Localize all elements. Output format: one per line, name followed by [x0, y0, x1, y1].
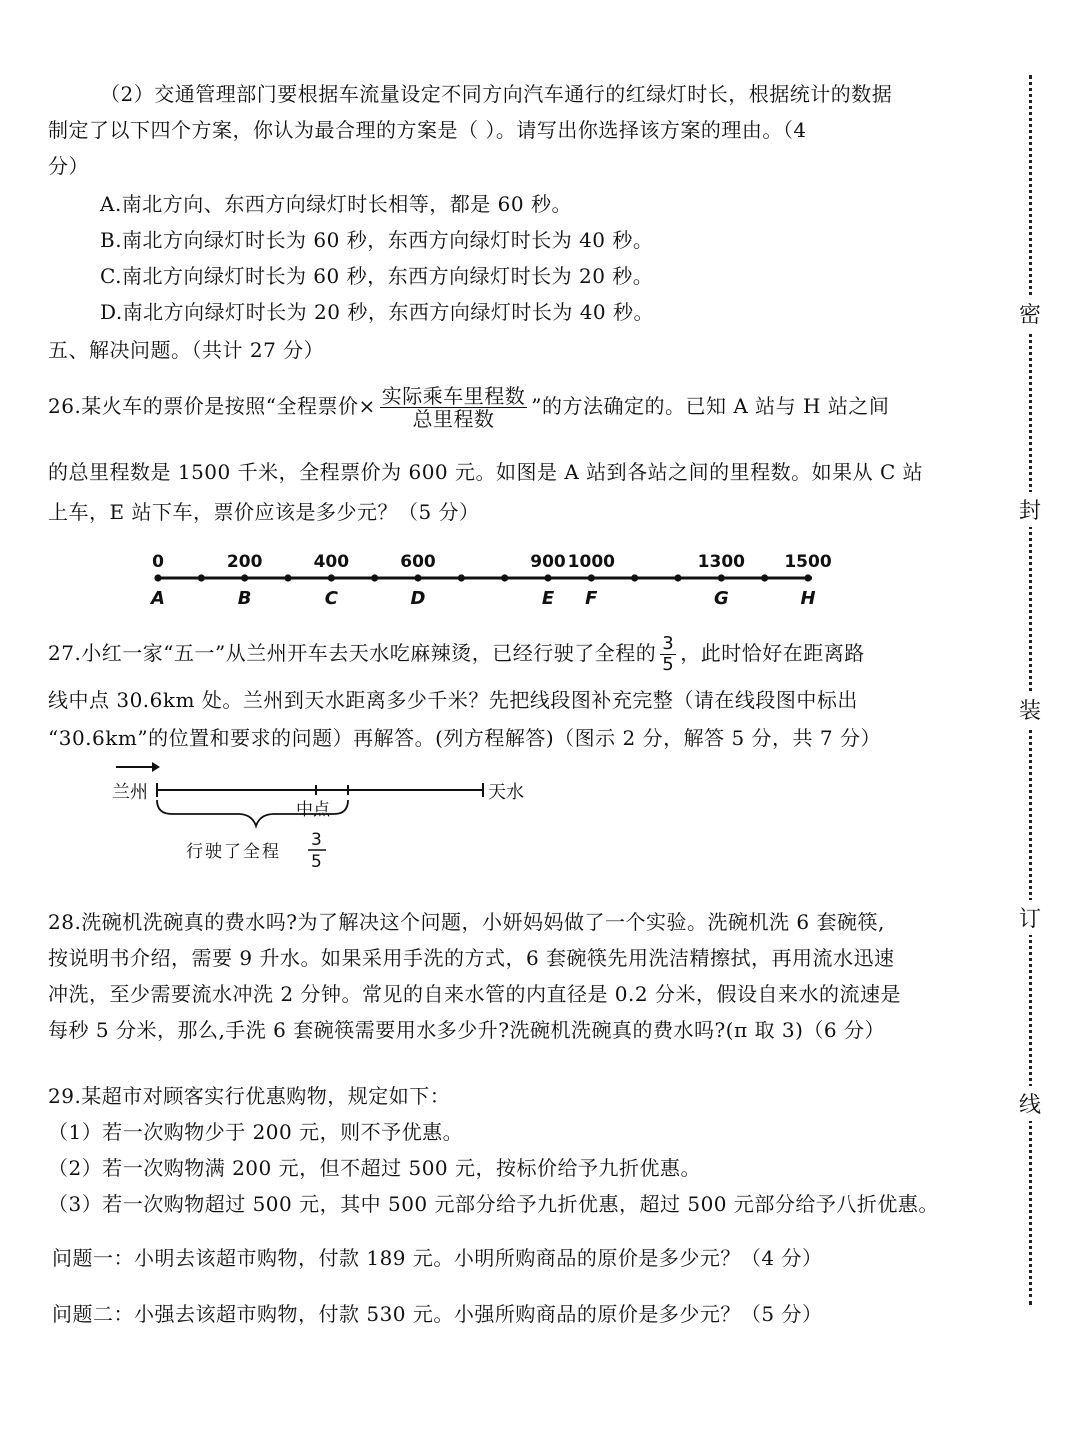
binding-char-mi: 密	[1019, 296, 1041, 331]
distance-label: 1300	[697, 552, 745, 572]
number-line-stations	[149, 588, 816, 609]
brace-frac-num: 3	[311, 830, 322, 850]
number-line-dot	[501, 574, 508, 581]
q25-2-line2: 制定了以下四个方案，你认为最合理的方案是（ ）。请写出你选择该方案的理由。（4	[48, 118, 807, 142]
distance-label: 1000	[567, 552, 615, 572]
station-label: E	[541, 588, 555, 609]
number-line-distances	[152, 552, 832, 572]
distance-label: 0	[152, 552, 164, 572]
q26-frac-num: 实际乘车里程数	[381, 384, 526, 408]
q26-line3: 上车，E 站下车，票价应该是多少元？（5 分）	[48, 500, 480, 524]
number-line-dot	[284, 574, 291, 581]
q27-fraction	[660, 634, 676, 675]
number-line-dot	[328, 574, 335, 581]
q26-post: ”的方法确定的。已知 A 站与 H 站之间	[531, 394, 890, 418]
q27-post: ，此时恰好在距离路	[680, 641, 865, 665]
number-line-dot	[674, 574, 681, 581]
q29-rule-2: （2）若一次购物满 200 元，但不超过 500 元，按标价给予九折优惠。	[48, 1156, 702, 1180]
q26-line2: 的总里程数是 1500 千米，全程票价为 600 元。如图是 A 站到各站之间的里程数。如果从 C 站	[48, 460, 924, 484]
number-line-dot	[371, 574, 378, 581]
distance-label: 900	[530, 552, 566, 572]
number-line-dot	[718, 574, 725, 581]
station-label: H	[800, 588, 816, 609]
q26-fraction	[380, 385, 528, 430]
binding-char-xian: 线	[1019, 1086, 1041, 1121]
q28-line4: 每秒 5 分米，那么,手洗 6 套碗筷需要用水多少升?洗碗机洗碗真的费水吗?(π 取 3)（6 分）	[48, 1018, 885, 1042]
q27-line3: “30.6km”的位置和要求的问题）再解答。(列方程解答)（图示 2 分，解答 5 分，共 7 分）	[48, 726, 881, 750]
station-label: C	[324, 588, 338, 609]
q26-frac-den: 总里程数	[412, 407, 495, 431]
q25-2-line1: （2）交通管理部门要根据车流量设定不同方向汽车通行的红绿灯时长，根据统计的数据	[100, 82, 893, 106]
binding-char-zhuang: 装	[1019, 692, 1041, 727]
q25-2-line3: 分）	[48, 154, 89, 178]
number-line-dot	[198, 574, 205, 581]
station-label: D	[410, 588, 426, 609]
number-line-dot	[154, 574, 161, 581]
distance-label: 200	[226, 552, 263, 572]
number-line-dot	[458, 574, 465, 581]
start-label: 兰州	[112, 782, 148, 803]
q25-option-a: A.南北方向、东西方向绿灯时长相等，都是 60 秒。	[100, 192, 572, 216]
q28-line3: 冲洗，至少需要流水冲洗 2 分钟。常见的自来水管的内直径是 0.2 分米，假设自来水的流速是	[48, 982, 901, 1006]
q29-intro: 29.某超市对顾客实行优惠购物，规定如下：	[48, 1084, 451, 1108]
q26-pre: 26.某火车的票价是按照“全程票价×	[48, 394, 376, 418]
section-title: 五、解决问题。（共计 27 分）	[48, 338, 325, 362]
q27-segment-diagram	[100, 760, 540, 880]
q27-frac-den: 5	[662, 654, 675, 675]
q27-line2: 线中点 30.6km 处。兰州到天水距离多少千米？先把线段图补充完整（请在线段图中标出	[48, 688, 858, 712]
brace-label: 行驶了全程	[186, 842, 281, 862]
number-line-dot	[544, 574, 551, 581]
q28-line2: 按说明书介绍，需要 9 升水。如果采用手洗的方式，6 套碗筷先用洗洁精擦拭，再用流水迅速	[48, 946, 895, 970]
q29-question-1: 问题一：小明去该超市购物，付款 189 元。小明所购商品的原价是多少元？（4 分）	[52, 1246, 823, 1270]
q26-line1	[48, 382, 889, 430]
midpoint-label: 中点	[296, 800, 330, 820]
distance-label: 400	[313, 552, 350, 572]
number-line-dot	[241, 574, 248, 581]
station-label: G	[713, 588, 729, 609]
number-line-dot	[761, 574, 768, 581]
q25-option-b: B.南北方向绿灯时长为 60 秒，东西方向绿灯时长为 40 秒。	[100, 228, 654, 252]
q27-line1	[48, 628, 865, 678]
q29-rule-1: （1）若一次购物少于 200 元，则不予优惠。	[48, 1120, 464, 1144]
distance-label: 600	[400, 552, 436, 572]
number-line-dot	[414, 574, 421, 581]
distance-label: 1500	[784, 552, 832, 572]
brace-frac-den: 5	[311, 852, 322, 872]
q29-rule-3: （3）若一次购物超过 500 元，其中 500 元部分给予九折优惠，超过 500 元部分给予八折优惠。	[48, 1192, 939, 1216]
q25-option-c: C.南北方向绿灯时长为 60 秒，东西方向绿灯时长为 20 秒。	[100, 264, 654, 288]
station-label: A	[151, 588, 165, 609]
number-line-dot	[631, 574, 638, 581]
number-line-dot	[588, 574, 595, 581]
station-label: B	[237, 588, 252, 609]
q25-option-d: D.南北方向绿灯时长为 20 秒，东西方向绿灯时长为 40 秒。	[100, 300, 655, 324]
binding-char-ding: 订	[1019, 900, 1041, 935]
end-label: 天水	[488, 782, 524, 803]
q28-line1: 28.洗碗机洗碗真的费水吗?为了解决这个问题，小妍妈妈做了一个实验。洗碗机洗 6 套碗筷,	[48, 910, 885, 934]
q27-pre: 27.小红一家“五一”从兰州开车去天水吃麻辣烫，已经行驶了全程的	[48, 641, 657, 665]
number-line-dot	[804, 574, 811, 581]
station-label: F	[585, 588, 598, 609]
arrow-head-icon	[152, 762, 160, 772]
q27-frac-num: 3	[662, 633, 675, 654]
q29-question-2: 问题二：小强去该超市购物，付款 530 元。小强所购商品的原价是多少元？（5 分）	[52, 1302, 823, 1326]
q26-number-line	[140, 545, 840, 615]
binding-char-feng: 封	[1019, 492, 1041, 527]
